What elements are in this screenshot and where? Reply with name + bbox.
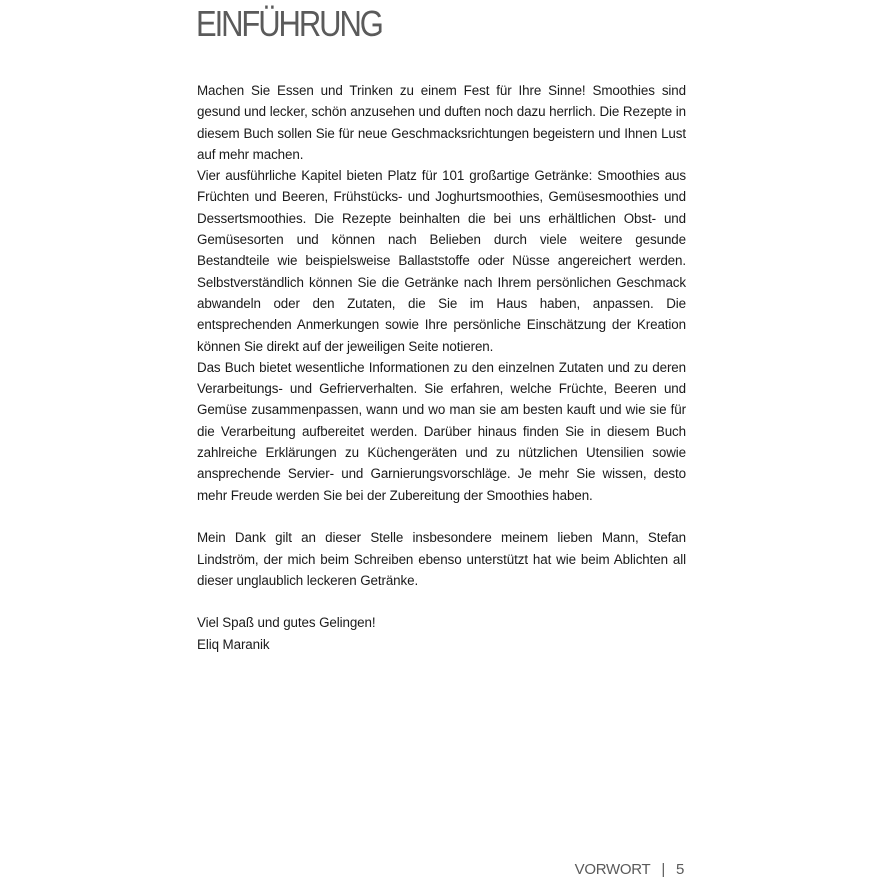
paragraph-thanks: Mein Dank gilt an dieser Stelle insbesondere meinem lieben Mann, Stefan Lindström, der mich beim Schreiben ebenso unterstützt hat wie beim Ablichten all dieser unglaublich leckeren Getränke. [197,530,686,588]
paragraph-information: Das Buch bietet wesentliche Informationen zu den einzelnen Zutaten und zu deren Verarbeitungs- und Gefrierverhalten. Sie erfahren, welche Früchte, Beeren und Gemüse zusammenpassen, wann und wo man sie am besten kauft und wie sie für die Verarbeitung aufbereitet werden. Darüber hinaus finden Sie in diesem Buch zahlreiche Erklärungen zu Küchengeräten und zu nützlichen Utensilien sowie ansprechende Servier- und Garnierungsvorschläge. Je mehr Sie wissen, desto mehr Freude werden Sie bei der Zubereitung der Smoothies haben. [197,359,686,503]
paragraph-intro: Machen Sie Essen und Trinken zu einem Fest für Ihre Sinne! Smoothies sind gesund und lecker, schön anzusehen und duften noch dazu herrlich. Die Rezepte in diesem Buch sollen Sie für neue Geschmacksrichtungen begeistern und Ihnen Lust auf mehr machen. [197,83,686,162]
body-text [197,80,686,655]
page-number: 5 [675,861,684,878]
page-title: EINFÜHRUNG [196,3,382,44]
footer-section-label: VORWORT [574,861,651,878]
author-signature: Eliq Maranik [197,636,270,652]
page-footer [575,860,684,880]
footer-separator: | [661,861,665,878]
closing-line: Viel Spaß und gutes Gelingen! [197,615,376,631]
paragraph-chapters: Vier ausführliche Kapitel bieten Platz für 101 großartige Getränke: Smoothies aus Früchten und Beeren, Frühstücks- und Joghurtsmoothies, Gemüsesmoothies und Dessertsmoothies. Die Rezepte beinhalten die bei uns erhältlichen Obst- und Gemüsesorten und können nach Belieben durch viele weitere gesunde Bestandteile wie beispielsweise Ballaststoffe oder Nüsse angereichert werden. Selbstverständlich können Sie die Getränke nach Ihrem persönlichen Geschmack abwandeln oder den Zutaten, die Sie im Haus haben, anpassen. Die entsprechenden Anmerkungen sowie Ihre persönliche Einschätzung der Kreation können Sie direkt auf der jeweiligen Seite notieren. [197,168,686,354]
